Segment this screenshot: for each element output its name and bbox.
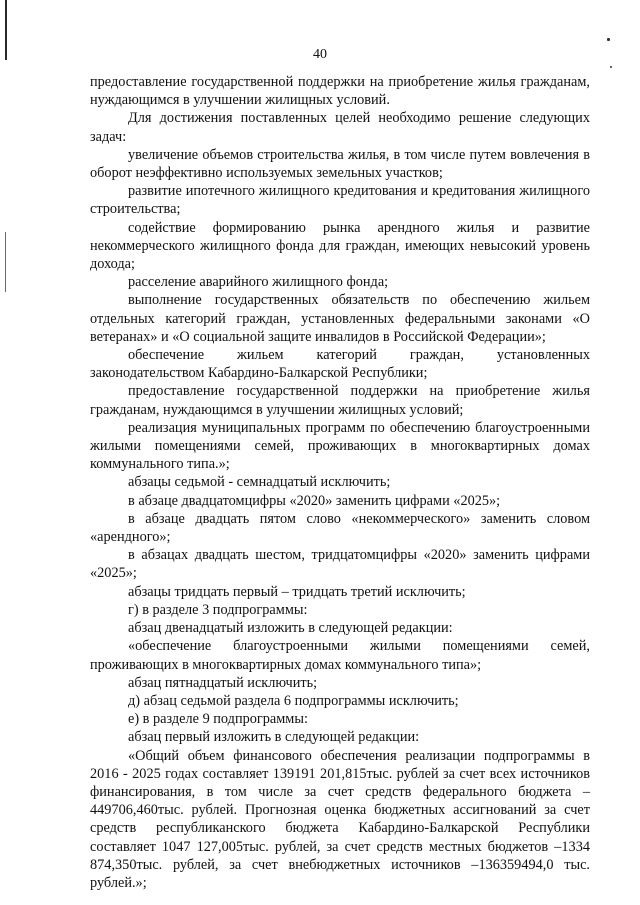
paragraph: абзац пятнадцатый исключить;	[128, 674, 318, 691]
paragraph: абзацы тридцать первый – тридцать третий исключить;	[128, 583, 466, 600]
paragraph: увеличение объемов строительства жилья, в том числе путем вовлечения в оборот неэффективно используемых земельных участков;	[90, 146, 590, 182]
paragraph: выполнение государственных обязательств по обеспечению жильем отдельных категорий граждан, установленных федеральными законами «О ветеранах» и «О социальной защите инвалидов в Российской Федерации»;	[90, 292, 590, 345]
paragraph: Для достижения поставленных целей необходимо решение следующих задач:	[90, 110, 590, 145]
paragraph: обеспечение жильем категорий граждан, установленных законодательством Кабардино-Балкарской Республики;	[90, 347, 590, 382]
paragraph: в абзацах двадцать шестом, тридцатомцифры «2020» заменить цифрами «2025»;	[90, 547, 590, 582]
document-body	[90, 73, 590, 892]
paragraph: «Общий объем финансового обеспечения реализации подпрограммы в 2016 - 2025 годах составляет 139191 201,815тыс. рублей за счет всех источников финансирования, в том числе за счет средств федерального бюджета –449706,460тыс. рублей. Прогнозная оценка бюджетных ассигнований за счет средств республиканского бюджета Кабардино-Балкарской Республики составляет 1047 127,005тыс. рублей, за счет средств местных бюджетов –1334 874,350тыс. рублей, за счет внебюджетных источников –136359494,0 тыс. рублей.»;	[90, 747, 590, 891]
paragraph: развитие ипотечного жилищного кредитования и кредитования жилищного строительства;	[90, 183, 590, 218]
paragraph: в абзаце двадцатомцифры «2020» заменить цифрами «2025»;	[128, 492, 501, 509]
paragraph: г) в разделе 3 подпрограммы:	[128, 601, 308, 618]
paragraph: расселение аварийного жилищного фонда;	[128, 274, 389, 291]
paragraph: е) в разделе 9 подпрограммы:	[128, 711, 308, 728]
paragraph: д) абзац седьмой раздела 6 подпрограммы исключить;	[128, 692, 459, 709]
paragraph: предоставление государственной поддержки на приобретение жилья гражданам, нуждающимся в улучшении жилищных условий.	[90, 74, 590, 109]
scan-speck	[607, 38, 610, 41]
page-number: 40	[313, 47, 327, 62]
paragraph: в абзаце двадцать пятом слово «некоммерческого» заменить словом «арендного»;	[90, 510, 590, 546]
paragraph: абзац первый изложить в следующей редакции:	[128, 729, 420, 746]
scan-edge-line	[5, 232, 6, 292]
scan-speck	[610, 66, 612, 68]
paragraph: предоставление государственной поддержки на приобретение жилья гражданам, нуждающимся в улучшении жилищных условий;	[90, 383, 590, 418]
paragraph: «обеспечение благоустроенными жилыми помещениями семей, проживающих в многоквартирных домах коммунального типа»;	[90, 638, 590, 673]
paragraph: реализация муниципальных программ по обеспечению благоустроенными жилыми помещениями семей, проживающих в многоквартирных домах коммунального типа.»;	[90, 419, 590, 473]
paragraph: абзацы седьмой - семнадцатый исключить;	[128, 474, 391, 491]
paragraph: содействие формированию рынка арендного жилья и развитие некоммерческого жилищного фонда для граждан, имеющих невысокий уровень дохода;	[90, 219, 590, 273]
paragraph: абзац двенадцатый изложить в следующей редакции:	[128, 620, 453, 637]
